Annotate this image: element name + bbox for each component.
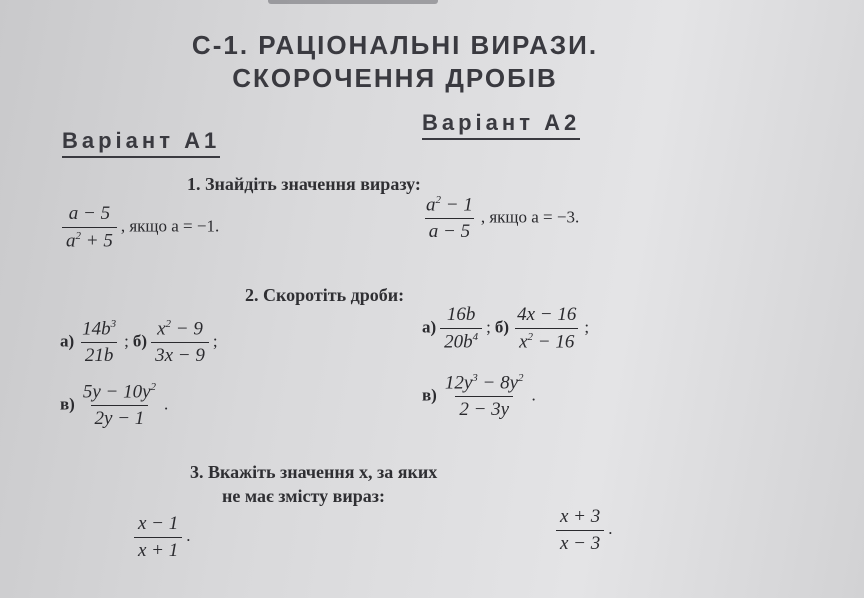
fraction-denominator: $x^2 - 16$ xyxy=(515,328,578,353)
task2-a2-fraction-c xyxy=(441,372,528,421)
separator: ; xyxy=(212,331,218,351)
fraction-denominator: x + 1 xyxy=(134,537,182,562)
item-label: а) xyxy=(60,331,75,351)
fraction-numerator: x + 3 xyxy=(560,506,601,527)
task1-a1-expression xyxy=(62,203,219,252)
fraction-denominator: $20b^4$ xyxy=(440,328,482,353)
separator: ; xyxy=(124,331,129,351)
separator: ; xyxy=(486,317,491,337)
task1-a2-expression xyxy=(422,194,579,243)
task3-a1-fraction xyxy=(134,513,182,562)
fraction-numerator: $5y - 10y^2$ xyxy=(82,381,157,403)
fraction-numerator: $a^2 - 1$ xyxy=(426,194,473,216)
task3-heading-line-1: 3. Вкажіть значення x, за яких xyxy=(190,462,438,482)
task1-a1-fraction xyxy=(62,203,117,252)
fraction-denominator: 2 − 3y xyxy=(455,396,513,421)
task2-a1-fraction-c xyxy=(79,381,160,430)
task3-heading-line-2: не має змісту вираз: xyxy=(222,486,385,506)
fraction-denominator: 21b xyxy=(81,342,118,367)
end-mark: . xyxy=(531,385,536,405)
task2-a1-row2 xyxy=(60,381,168,430)
task2-a2-row2 xyxy=(422,372,536,421)
task3-a1-expression xyxy=(134,513,191,562)
task1-a2-fraction xyxy=(422,194,477,243)
title-line-2: СКОРОЧЕННЯ ДРОБІВ xyxy=(232,63,558,93)
page-title xyxy=(160,30,630,94)
fraction-numerator: 4x − 16 xyxy=(517,304,577,325)
task2-a1-row1 xyxy=(60,318,218,367)
end-mark: . xyxy=(164,394,169,414)
fraction-numerator: x − 1 xyxy=(138,513,179,534)
fraction-numerator: $x^2 - 9$ xyxy=(157,318,203,340)
fraction-numerator: $12y^3 - 8y^2$ xyxy=(444,372,524,394)
item-label: а) xyxy=(422,317,437,337)
task2-a1-fraction-b xyxy=(151,318,209,367)
fraction-numerator: $14b^3$ xyxy=(82,318,117,340)
fraction-denominator: $a^2 + 5$ xyxy=(62,227,117,252)
title-line-1: С-1. РАЦІОНАЛЬНІ ВИРАЗИ. xyxy=(191,30,599,60)
fraction-denominator: a − 5 xyxy=(425,218,474,243)
fraction-denominator: x − 3 xyxy=(556,530,604,555)
variant-a1-heading: Варіант А1 xyxy=(62,128,220,158)
page-edge-mark xyxy=(268,0,438,4)
fraction-denominator: 2y − 1 xyxy=(91,405,149,430)
task1-heading: 1. Знайдіть значення виразу: xyxy=(187,174,421,194)
task2-a1-fraction-a xyxy=(78,318,120,367)
fraction-denominator: 3x − 9 xyxy=(151,342,209,367)
task3-a2-fraction xyxy=(556,506,604,555)
task2-a2-row1 xyxy=(422,304,589,353)
task2-heading: 2. Скоротіть дроби: xyxy=(245,285,405,305)
variant-a2-heading: Варіант А2 xyxy=(422,110,580,140)
item-label: в) xyxy=(60,394,75,414)
item-label: б) xyxy=(132,331,148,351)
task2-a2-fraction-b xyxy=(513,304,580,353)
task1-a1-condition: , якщо a = −1. xyxy=(120,216,220,236)
task3-a2-expression xyxy=(556,506,613,555)
fraction-numerator: 16b xyxy=(446,304,476,325)
task2-a2-fraction-a xyxy=(440,304,482,353)
fraction-numerator: a − 5 xyxy=(68,203,111,224)
end-mark: . xyxy=(608,519,613,539)
item-label: в) xyxy=(422,385,437,405)
item-label: б) xyxy=(494,317,510,337)
separator: ; xyxy=(584,317,590,337)
end-mark: . xyxy=(186,526,191,546)
task1-a2-condition: , якщо a = −3. xyxy=(480,207,580,227)
